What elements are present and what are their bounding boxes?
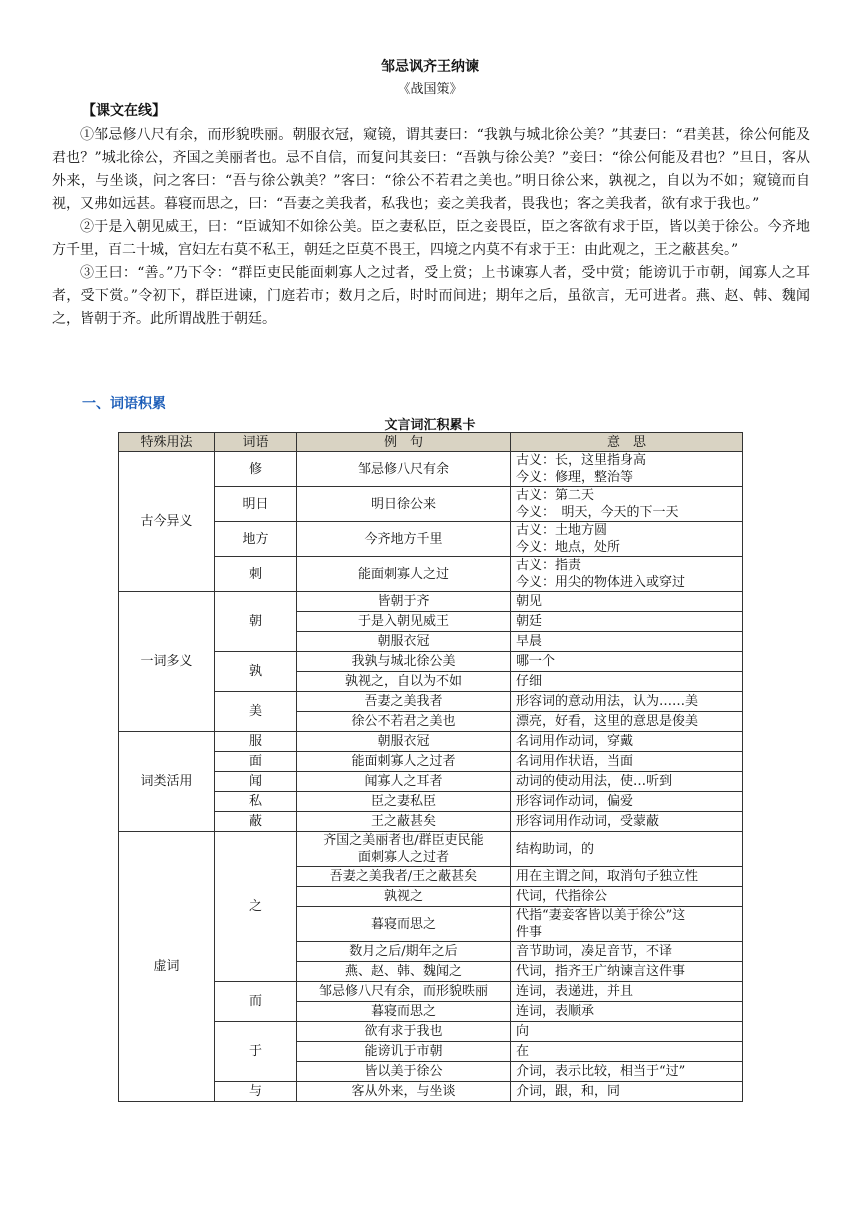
ancient-meaning: 古义：长，这里指身高: [516, 453, 647, 468]
example-cell: 数月之后/期年之后: [297, 942, 511, 962]
example-cell: 能面刺寡人之过者: [297, 752, 511, 772]
paragraph-1: ①邹忌修八尺有余，而形貌昳丽。朝服衣冠，窥镜，谓其妻曰：“我孰与城北徐公美？”其妻曰：“君美甚，徐公何能及君也？”城北徐公，齐国之美丽者也。忌不自信，而复问其妾曰：“吾孰与徐公美？”妾曰：“徐公何能及君也？”旦日，客从外来，与坐谈，问之客曰：“吾与徐公孰美？”客曰：“徐公不若君之美也。”明日徐公来，孰视之，自以为不如；窥镜而自视，又弗如远甚。暮寝而思之，曰：“吾妻之美我者，私我也；妾之美我者，畏我也；客之美我者，欲有求于我也。”: [52, 127, 810, 212]
word-cell: 而: [215, 982, 297, 1022]
table-row: [119, 732, 743, 752]
modern-meaning: 今义：用尖的物体进入或穿过: [516, 575, 686, 590]
section-heading-online: 【课文在线】: [82, 103, 166, 119]
word-cell: 美: [215, 692, 297, 732]
table-row: [119, 452, 743, 487]
meaning-cell: 代词，指齐王广纳谏言这件事: [511, 962, 743, 982]
modern-meaning: 今义：地点，处所: [516, 540, 621, 555]
table-title: 文言词汇积累卡: [384, 418, 476, 433]
word-cell: 孰: [215, 652, 297, 692]
meaning-cell: 漂亮，好看，这里的意思是俊美: [511, 712, 743, 732]
word-cell: 之: [215, 832, 297, 982]
example-line: 齐国之美丽者也/群臣吏民能: [323, 833, 484, 848]
meaning-cell: 哪一个: [511, 652, 743, 672]
example-cell: 孰视之，自以为不如: [297, 672, 511, 692]
meaning-cell: 早晨: [511, 632, 743, 652]
example-cell: 今齐地方千里: [297, 522, 511, 557]
table-row: [119, 832, 743, 867]
header-example: 例 句: [297, 433, 511, 452]
section-heading-vocab: 一、词语积累: [82, 396, 166, 412]
word-cell: 朝: [215, 592, 297, 652]
meaning-cell: 名词用作动词，穿戴: [511, 732, 743, 752]
meaning-cell: 形容词用作动词，受蒙蔽: [511, 812, 743, 832]
example-cell: 我孰与城北徐公美: [297, 652, 511, 672]
example-cell: 暮寝而思之: [297, 907, 511, 942]
meaning-cell: 形容词作动词，偏爱: [511, 792, 743, 812]
example-cell: 皆以美于徐公: [297, 1062, 511, 1082]
header-usage: 特殊用法: [119, 433, 215, 452]
word-cell: 服: [215, 732, 297, 752]
meaning-line: 代指“妻妾客皆以美于徐公”这: [516, 908, 686, 923]
page-subtitle: 《战国策》: [397, 82, 463, 97]
meaning-cell: [511, 522, 743, 557]
meaning-cell: 仔细: [511, 672, 743, 692]
paragraph-2: ②于是入朝见威王，曰：“臣诚知不如徐公美。臣之妻私臣，臣之妾畏臣，臣之客欲有求于臣，皆以美于徐公。今齐地方千里，百二十城，宫妇左右莫不私王，朝廷之臣莫不畏王，四境之内莫不有求于王：由此观之，王之蔽甚矣。”: [52, 219, 810, 258]
table-row: [119, 592, 743, 612]
category-cell: 词类活用: [119, 732, 215, 832]
word-cell: 地方: [215, 522, 297, 557]
header-meaning: 意 思: [511, 433, 743, 452]
meaning-cell: [511, 557, 743, 592]
word-cell: 闻: [215, 772, 297, 792]
word-cell: 刺: [215, 557, 297, 592]
vocab-table: [118, 432, 743, 1102]
page-title: 邹忌讽齐王纳谏: [381, 59, 479, 75]
ancient-meaning: 古义：第二天: [516, 488, 595, 503]
meaning-cell: 音节助词，凑足音节，不译: [511, 942, 743, 962]
example-cell: 能面刺寡人之过: [297, 557, 511, 592]
category-cell: 虚词: [119, 832, 215, 1102]
meaning-cell: 连词，表顺承: [511, 1002, 743, 1022]
meaning-cell: [511, 907, 743, 942]
meaning-cell: 名词用作状语，当面: [511, 752, 743, 772]
article-text: [52, 124, 810, 331]
example-cell: 朝服衣冠: [297, 632, 511, 652]
category-cell: 一词多义: [119, 592, 215, 732]
header-word: 词语: [215, 433, 297, 452]
example-cell: 徐公不若君之美也: [297, 712, 511, 732]
meaning-cell: 结构助词，的: [511, 832, 743, 867]
meaning-cell: 在: [511, 1042, 743, 1062]
example-cell: 吾妻之美我者: [297, 692, 511, 712]
meaning-cell: 朝见: [511, 592, 743, 612]
word-cell: 于: [215, 1022, 297, 1082]
word-cell: 私: [215, 792, 297, 812]
meaning-cell: 形容词的意动用法，认为……美: [511, 692, 743, 712]
paragraph-3: ③王曰：“善。”乃下令：“群臣吏民能面刺寡人之过者，受上赏；上书谏寡人者，受中赏；能谤讥于市朝，闻寡人之耳者，受下赏。”令初下，群臣进谏，门庭若市；数月之后，时时而间进；期年之后，虽欲言，无可进者。燕、赵、韩、魏闻之，皆朝于齐。此所谓战胜于朝廷。: [52, 265, 810, 327]
word-cell: 与: [215, 1082, 297, 1102]
ancient-meaning: 古义：土地方圆: [516, 523, 608, 538]
meaning-cell: 朝廷: [511, 612, 743, 632]
example-cell: 客从外来，与坐谈: [297, 1082, 511, 1102]
example-cell: 闻寡人之耳者: [297, 772, 511, 792]
example-cell: 王之蔽甚矣: [297, 812, 511, 832]
meaning-cell: 向: [511, 1022, 743, 1042]
example-cell: 臣之妻私臣: [297, 792, 511, 812]
example-cell: 明日徐公来: [297, 487, 511, 522]
example-cell: 朝服衣冠: [297, 732, 511, 752]
word-cell: 面: [215, 752, 297, 772]
example-cell: 能谤讥于市朝: [297, 1042, 511, 1062]
word-cell: 蔽: [215, 812, 297, 832]
example-cell: 吾妻之美我者/王之蔽甚矣: [297, 867, 511, 887]
ancient-meaning: 古义：指责: [516, 558, 582, 573]
meaning-cell: [511, 487, 743, 522]
meaning-line: 件事: [516, 925, 543, 940]
table-header-row: [119, 433, 743, 452]
category-cell: 古今异义: [119, 452, 215, 592]
meaning-cell: 代词，代指徐公: [511, 887, 743, 907]
example-cell: [297, 832, 511, 867]
example-cell: 燕、赵、韩、魏闻之: [297, 962, 511, 982]
meaning-cell: [511, 452, 743, 487]
meaning-cell: 动词的使动用法，使…听到: [511, 772, 743, 792]
example-cell: 欲有求于我也: [297, 1022, 511, 1042]
example-cell: 邹忌修八尺有余: [297, 452, 511, 487]
example-line: 面刺寡人之过者: [357, 850, 449, 865]
example-cell: 于是入朝见威王: [297, 612, 511, 632]
word-cell: 明日: [215, 487, 297, 522]
modern-meaning: 今义： 明天，今天的下一天: [516, 505, 679, 520]
example-cell: 孰视之: [297, 887, 511, 907]
word-cell: 修: [215, 452, 297, 487]
meaning-cell: 用在主谓之间，取消句子独立性: [511, 867, 743, 887]
example-cell: 暮寝而思之: [297, 1002, 511, 1022]
meaning-cell: 连词，表递进，并且: [511, 982, 743, 1002]
meaning-cell: 介词，表示比较，相当于“过”: [511, 1062, 743, 1082]
example-cell: 皆朝于齐: [297, 592, 511, 612]
example-cell: 邹忌修八尺有余，而形貌昳丽: [297, 982, 511, 1002]
meaning-cell: 介词，跟，和，同: [511, 1082, 743, 1102]
modern-meaning: 今义：修理，整治等: [516, 470, 634, 485]
